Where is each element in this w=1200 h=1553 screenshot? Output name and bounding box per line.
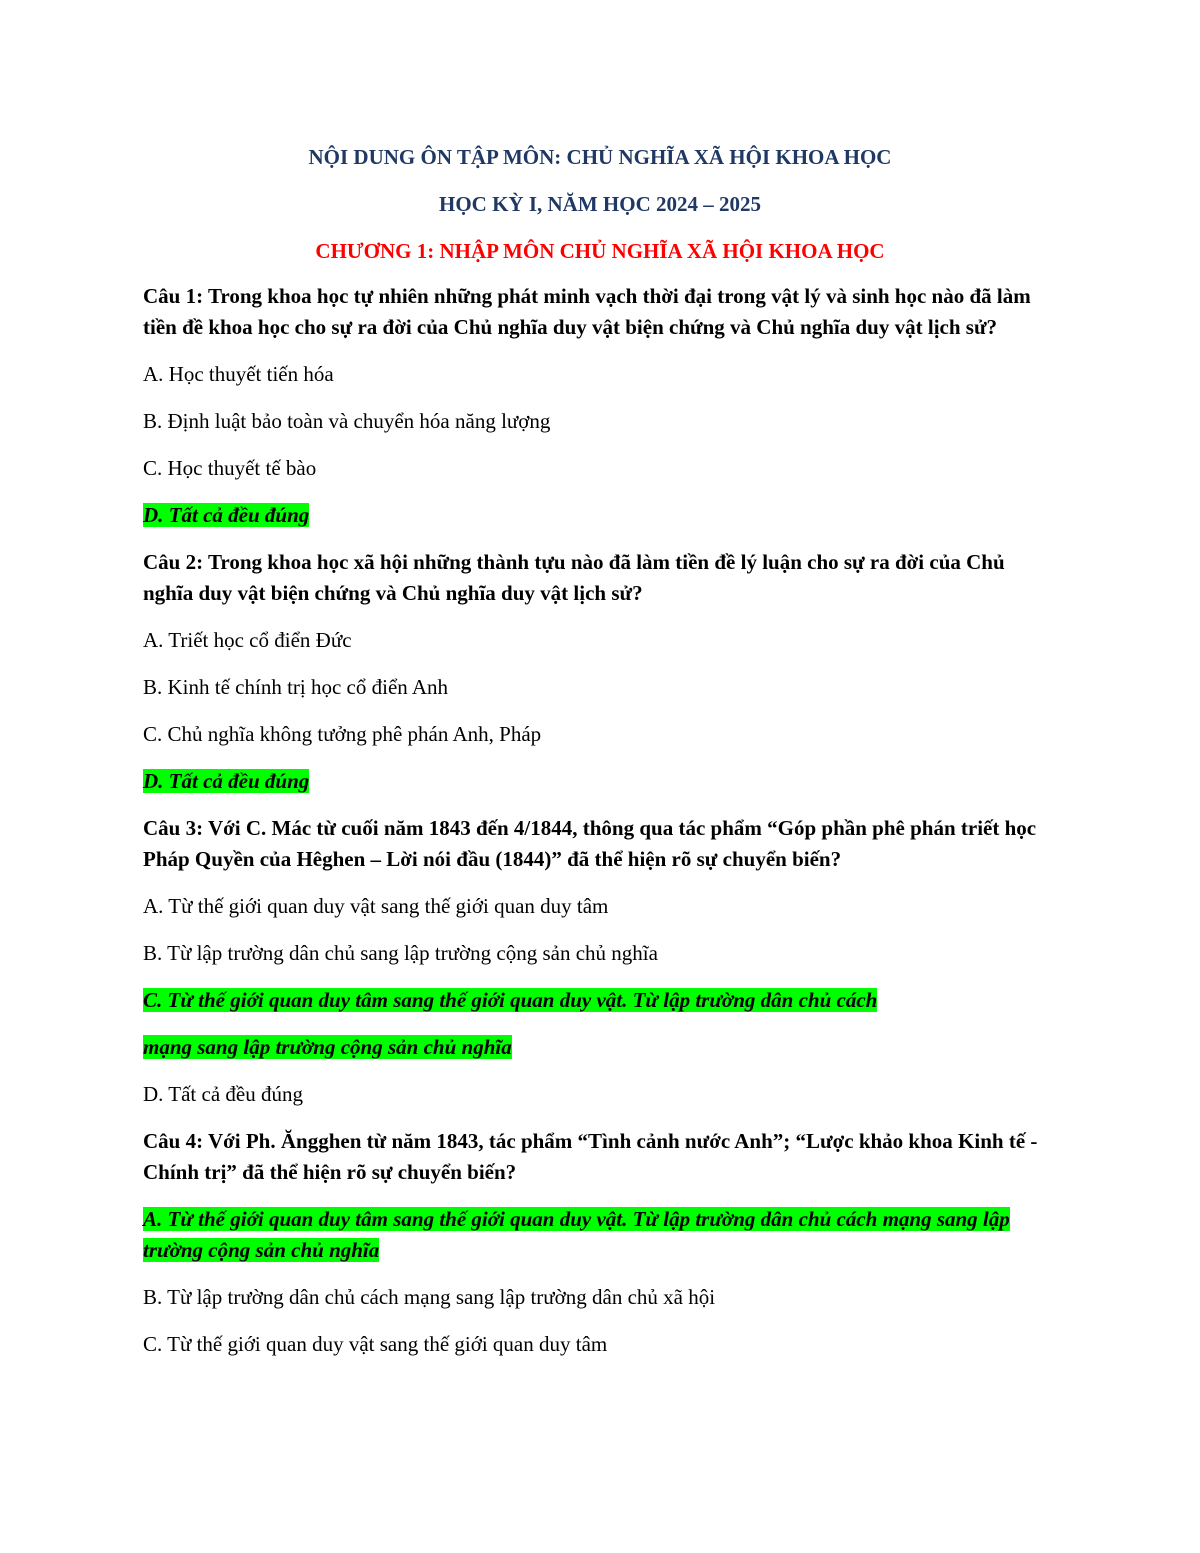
- option-4b: B. Từ lập trường dân chủ cách mạng sang lập trường dân chủ xã hội: [143, 1285, 716, 1309]
- question-2: Câu 2: Trong khoa học xã hội những thành tựu nào đã làm tiền đề lý luận cho sự ra đời của Chủ nghĩa duy vật biện chứng và Chủ nghĩa duy vật lịch sử?: [143, 550, 1005, 605]
- option-3b: B. Từ lập trường dân chủ sang lập trường cộng sản chủ nghĩa: [143, 941, 658, 965]
- option-2c: C. Chủ nghĩa không tưởng phê phán Anh, Pháp: [143, 722, 542, 746]
- option-2b: B. Kinh tế chính trị học cổ điển Anh: [143, 675, 449, 699]
- question-list: [143, 281, 1058, 1376]
- chapter-title: CHƯƠNG 1: NHẬP MÔN CHỦ NGHĨA XÃ HỘI KHOA HỌC: [315, 239, 885, 263]
- option-1d-correct: D. Tất cả đều đúng: [143, 503, 310, 527]
- option-1c: C. Học thuyết tế bào: [143, 456, 317, 480]
- option-3a: A. Từ thế giới quan duy vật sang thế giới quan duy tâm: [143, 894, 609, 918]
- option-4a-correct: A. Từ thế giới quan duy tâm sang thế giới quan duy vật. Từ lập trường dân chủ cách mạng sang lập trường cộng sản chủ nghĩa: [143, 1207, 1010, 1262]
- option-3d: D. Tất cả đều đúng: [143, 1082, 303, 1106]
- question-1: Câu 1: Trong khoa học tự nhiên những phát minh vạch thời đại trong vật lý và sinh học nào đã làm tiền đề khoa học cho sự ra đời của Chủ nghĩa duy vật biện chứng và Chủ nghĩa duy vật lịch sử?: [143, 284, 1031, 339]
- option-2a: A. Triết học cổ điển Đức: [143, 628, 352, 652]
- document-semester: HỌC KỲ I, NĂM HỌC 2024 – 2025: [439, 192, 761, 216]
- option-1a: A. Học thuyết tiến hóa: [143, 362, 334, 386]
- option-3c-correct-line1: C. Từ thế giới quan duy tâm sang thế giới quan duy vật. Từ lập trường dân chủ cách: [143, 988, 878, 1012]
- option-1b: B. Định luật bảo toàn và chuyển hóa năng lượng: [143, 409, 551, 433]
- question-4: Câu 4: Với Ph. Ăngghen từ năm 1843, tác phẩm “Tình cảnh nước Anh”; “Lược khảo khoa Kinh tế - Chính trị” đã thể hiện rõ sự chuyển biến?: [143, 1129, 1038, 1184]
- document-title: NỘI DUNG ÔN TẬP MÔN: CHỦ NGHĨA XÃ HỘI KHOA HỌC: [308, 145, 892, 169]
- option-2d-correct: D. Tất cả đều đúng: [143, 769, 310, 793]
- option-4c: C. Từ thế giới quan duy vật sang thế giới quan duy tâm: [143, 1332, 608, 1356]
- option-3c-correct-line2: mạng sang lập trường cộng sản chủ nghĩa: [143, 1035, 512, 1059]
- question-3: Câu 3: Với C. Mác từ cuối năm 1843 đến 4/1844, thông qua tác phẩm “Góp phần phê phán triết học Pháp Quyền của Hêghen – Lời nói đầu (1844)” đã thể hiện rõ sự chuyển biến?: [143, 816, 1037, 871]
